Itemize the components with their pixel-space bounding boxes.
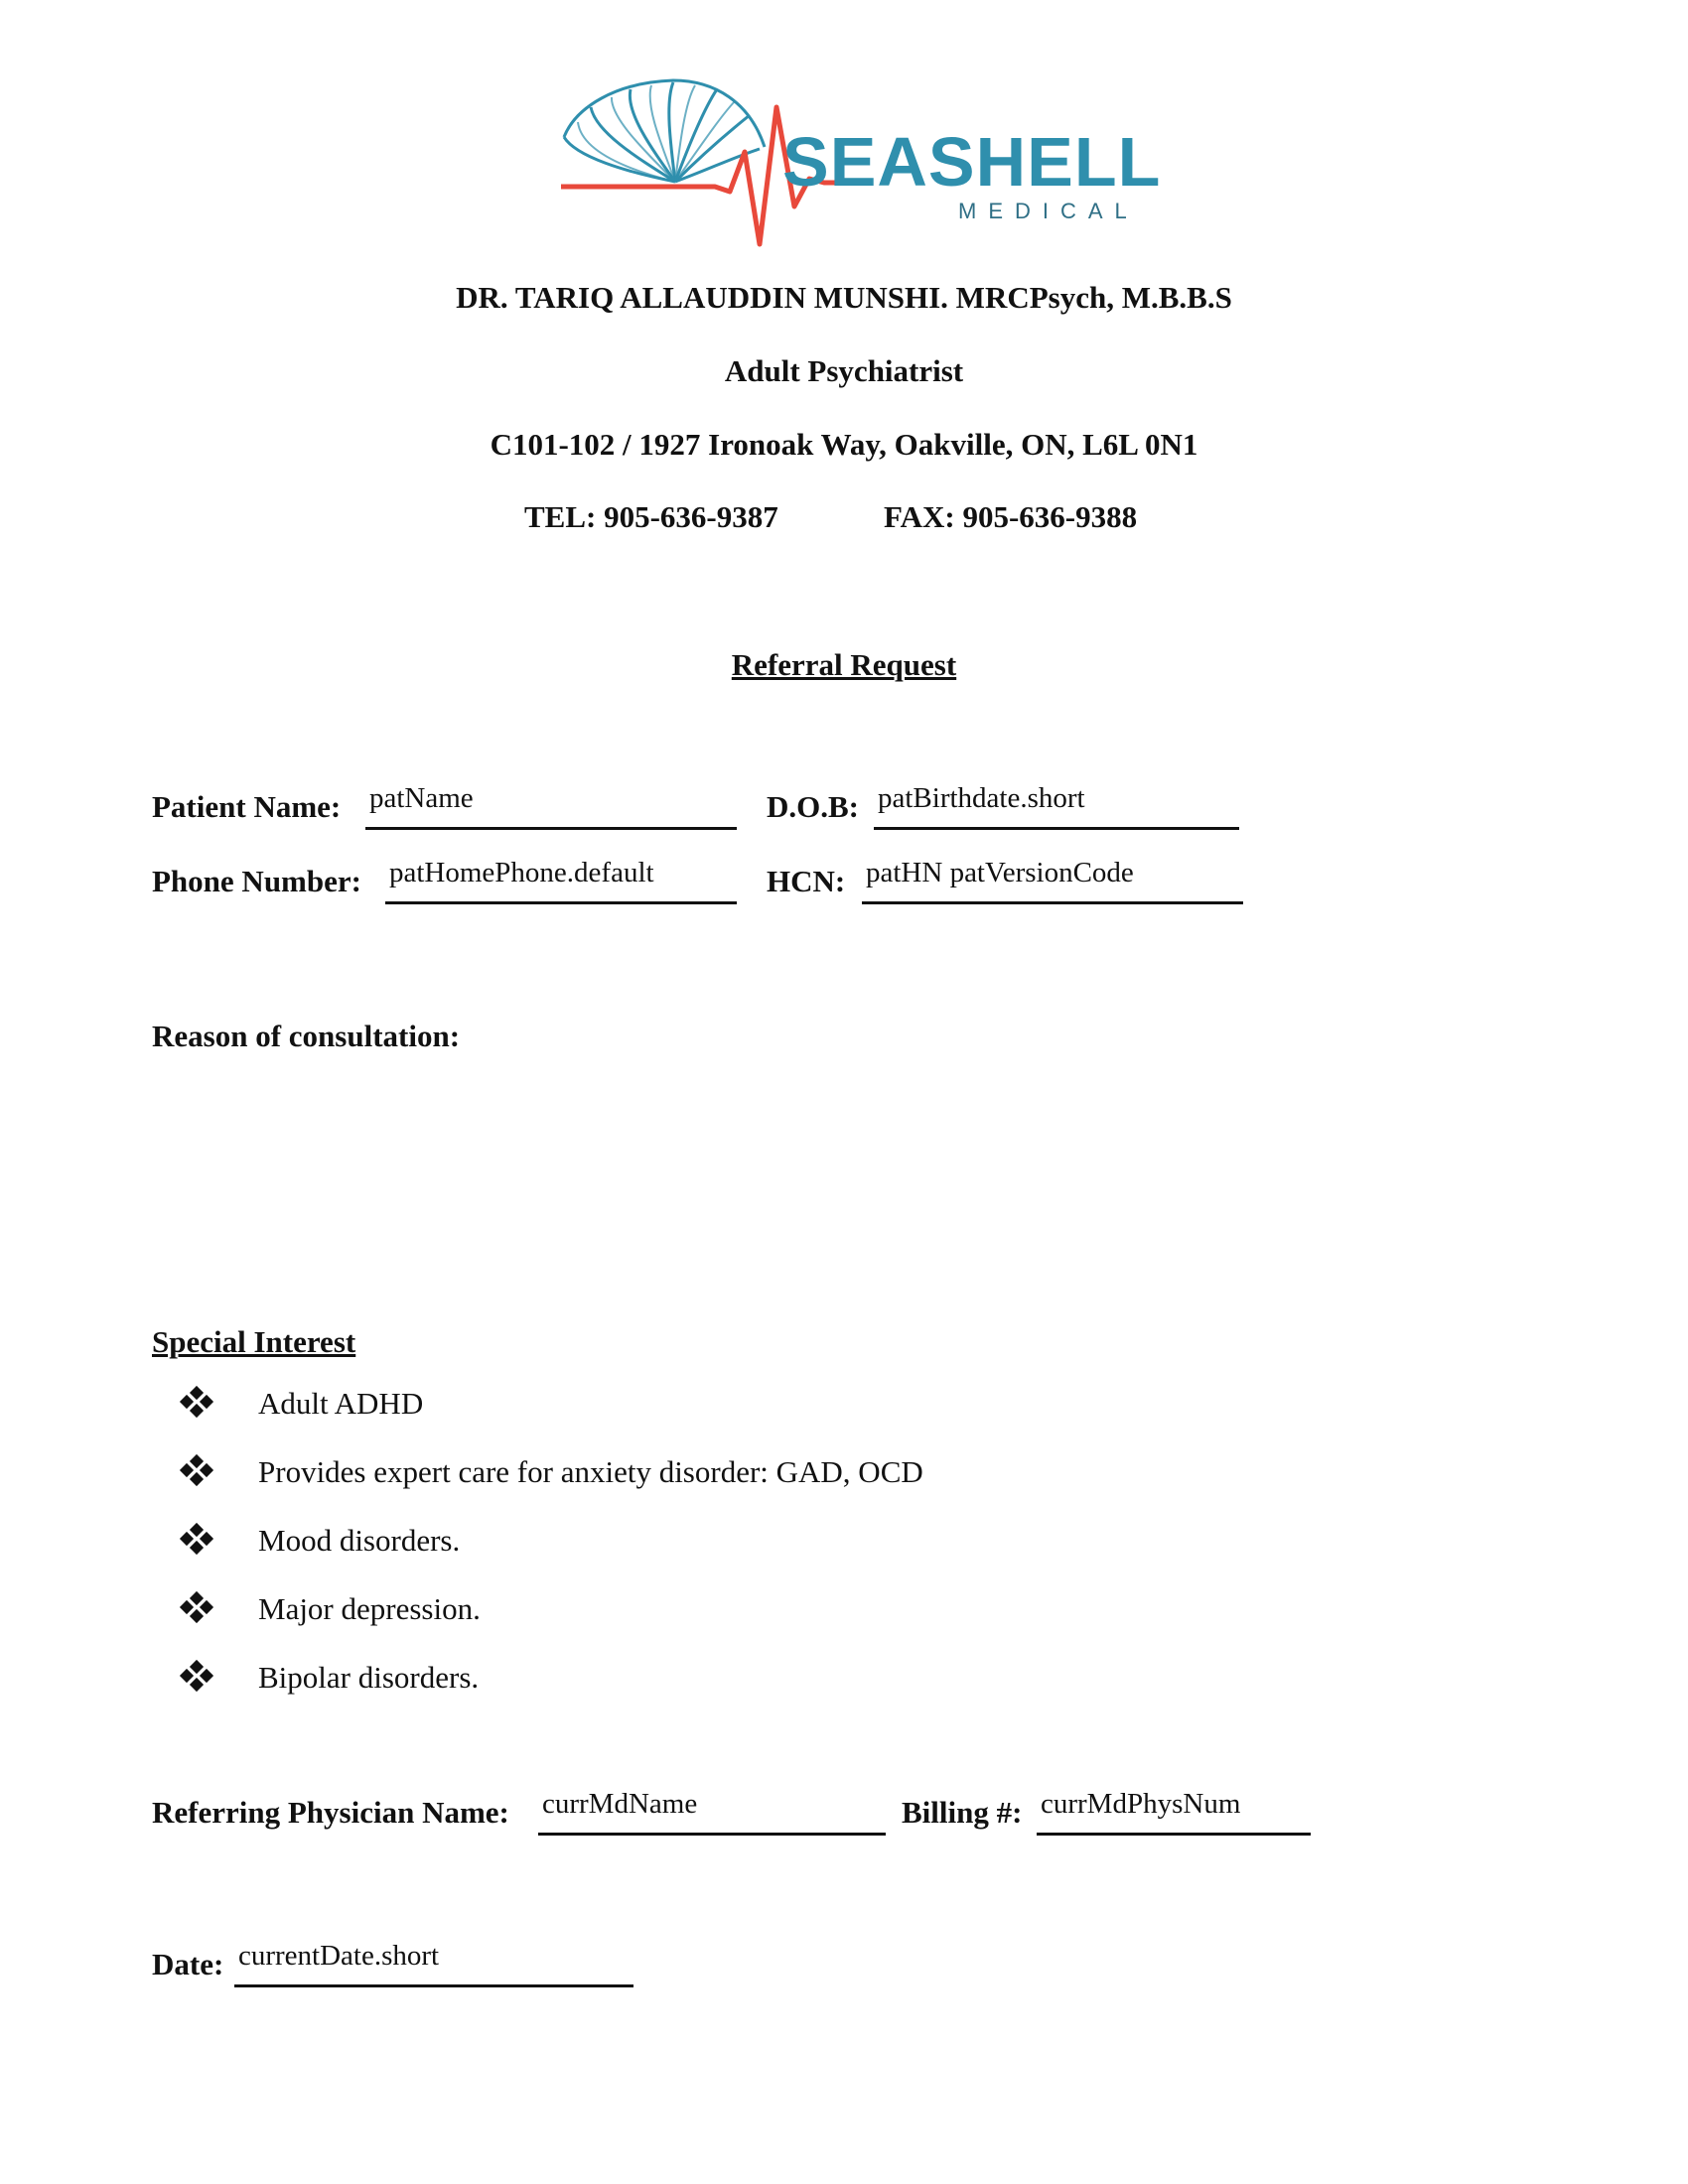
- reason-label: Reason of consultation:: [152, 1019, 461, 1053]
- logo-subtitle: MEDICAL: [958, 199, 1139, 223]
- specialty: Adult Psychiatrist: [724, 353, 964, 388]
- phone-field[interactable]: [385, 859, 737, 904]
- dob-value: patBirthdate.short: [878, 782, 1085, 814]
- diamond-bullet-icon: [181, 1386, 212, 1418]
- billing-field[interactable]: [1037, 1790, 1311, 1836]
- list-item: Provides expert care for anxiety disorder: GAD, OCD: [258, 1454, 923, 1489]
- referring-physician-value: currMdName: [542, 1788, 698, 1820]
- hcn-field[interactable]: [862, 859, 1243, 904]
- logo-wordmark: SEASHELL: [782, 123, 1162, 201]
- hcn-value: patHN patVersionCode: [866, 857, 1134, 888]
- billing-label: Billing #:: [902, 1795, 1023, 1830]
- telephone: TEL: 905-636-9387: [524, 499, 778, 534]
- list-item: Bipolar disorders.: [258, 1660, 480, 1695]
- patient-name-field[interactable]: [365, 784, 737, 830]
- patient-name-label: Patient Name:: [152, 789, 342, 824]
- form-title: Referral Request: [731, 647, 957, 682]
- address: C101-102 / 1927 Ironoak Way, Oakville, ON, L6L 0N1: [490, 427, 1198, 462]
- date-value: currentDate.short: [238, 1940, 440, 1972]
- seashell-medical-logo: [556, 77, 1162, 256]
- dob-field[interactable]: [874, 784, 1239, 830]
- billing-value: currMdPhysNum: [1041, 1788, 1241, 1820]
- diamond-bullet-icon: [181, 1523, 212, 1555]
- phone-label: Phone Number:: [152, 864, 361, 898]
- list-item: Adult ADHD: [258, 1386, 424, 1421]
- list-item: Major depression.: [258, 1591, 481, 1626]
- fax: FAX: 905-636-9388: [884, 499, 1138, 534]
- diamond-bullet-icon: [181, 1660, 212, 1692]
- date-field[interactable]: [234, 1942, 633, 1987]
- phone-value: patHomePhone.default: [389, 857, 654, 888]
- list-item: Mood disorders.: [258, 1523, 461, 1558]
- dob-label: D.O.B:: [767, 789, 859, 824]
- referring-physician-field[interactable]: [538, 1790, 886, 1836]
- date-label: Date:: [152, 1947, 224, 1981]
- special-interest-title: Special Interest: [152, 1324, 356, 1359]
- hcn-label: HCN:: [767, 864, 846, 898]
- doctor-name: DR. TARIQ ALLAUDDIN MUNSHI. MRCPsych, M.B.B.S: [456, 280, 1232, 315]
- diamond-bullet-icon: [181, 1591, 212, 1623]
- patient-name-value: patName: [369, 782, 474, 814]
- referring-physician-label: Referring Physician Name:: [152, 1795, 509, 1830]
- diamond-bullet-icon: [181, 1454, 212, 1486]
